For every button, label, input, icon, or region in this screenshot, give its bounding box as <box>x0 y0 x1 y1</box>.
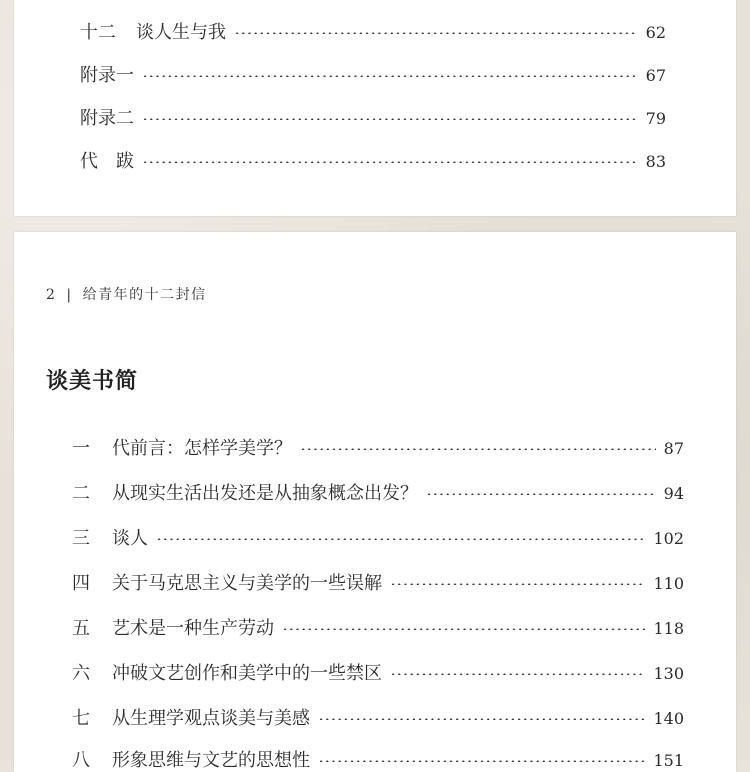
leader-dots <box>300 448 656 450</box>
toc-entry-number: 五 <box>72 618 90 639</box>
toc-entry-title: 谈人 <box>112 528 148 549</box>
leader-dots <box>156 538 645 540</box>
toc-entry-page: 140 <box>653 709 684 728</box>
toc-entry <box>80 61 666 87</box>
leader-dots <box>390 673 645 675</box>
toc-entry <box>72 524 684 550</box>
toc-entry-number: 六 <box>72 663 90 684</box>
leader-dots <box>234 32 638 34</box>
toc-entry-page: 62 <box>645 23 666 42</box>
toc-entry-title: 附录二 <box>80 108 134 129</box>
toc-entry-page: 130 <box>653 664 684 683</box>
toc-entry-title: 代前言：怎样学美学？ <box>112 438 292 459</box>
toc-entry <box>80 147 666 173</box>
toc-entry <box>80 18 666 44</box>
toc-entry-page: 94 <box>663 484 684 503</box>
toc-entry-page: 87 <box>663 439 684 458</box>
leader-dots <box>426 493 656 495</box>
toc-entry <box>80 104 666 130</box>
toc-entry-number: 十二 <box>80 22 116 43</box>
toc-entry-title: 形象思维与文艺的思想性 <box>112 750 310 771</box>
toc-entry <box>72 659 684 685</box>
toc-entry-number: 八 <box>72 750 90 771</box>
toc-entry-title: 附录一 <box>80 65 134 86</box>
header-page-number: 2 <box>46 287 57 303</box>
toc-entry <box>72 434 684 460</box>
leader-dots <box>318 760 645 762</box>
toc-entry-number: 一 <box>72 438 90 459</box>
leader-dots <box>142 161 638 163</box>
leader-dots <box>142 118 638 120</box>
toc-entry-number: 七 <box>72 708 90 729</box>
leader-dots <box>282 628 645 630</box>
toc-entry-number: 四 <box>72 573 90 594</box>
toc-entry <box>72 746 684 772</box>
section-title: 谈美书简 <box>46 368 139 394</box>
toc-entry-page: 102 <box>653 529 684 548</box>
toc-entry-title: 关于马克思主义与美学的一些误解 <box>112 573 382 594</box>
toc-entry-title: 冲破文艺创作和美学中的一些禁区 <box>112 663 382 684</box>
toc-entry-page: 83 <box>645 152 666 171</box>
toc-entry-title: 代 跋 <box>80 151 134 172</box>
toc-entry-title: 从现实生活出发还是从抽象概念出发？ <box>112 483 418 504</box>
running-header <box>46 284 207 304</box>
toc-entry-page: 151 <box>653 751 684 770</box>
header-book-title: 给青年的十二封信 <box>82 287 207 303</box>
leader-dots <box>142 75 638 77</box>
leader-dots <box>390 583 645 585</box>
toc-entry-number: 二 <box>72 483 90 504</box>
toc-entry <box>72 569 684 595</box>
toc-entry-title: 艺术是一种生产劳动 <box>112 618 274 639</box>
toc-entry-page: 79 <box>645 109 666 128</box>
toc-entry-page: 118 <box>653 619 684 638</box>
toc-entry-title: 谈人生与我 <box>136 22 226 43</box>
toc-entry <box>72 614 684 640</box>
toc-entry-title: 从生理学观点谈美与美感 <box>112 708 310 729</box>
header-separator: | <box>66 287 73 303</box>
toc-entry <box>72 704 684 730</box>
toc-entry <box>72 479 684 505</box>
toc-entry-number: 三 <box>72 528 90 549</box>
leader-dots <box>318 718 645 720</box>
toc-entry-page: 67 <box>645 66 666 85</box>
toc-entry-page: 110 <box>653 574 684 593</box>
